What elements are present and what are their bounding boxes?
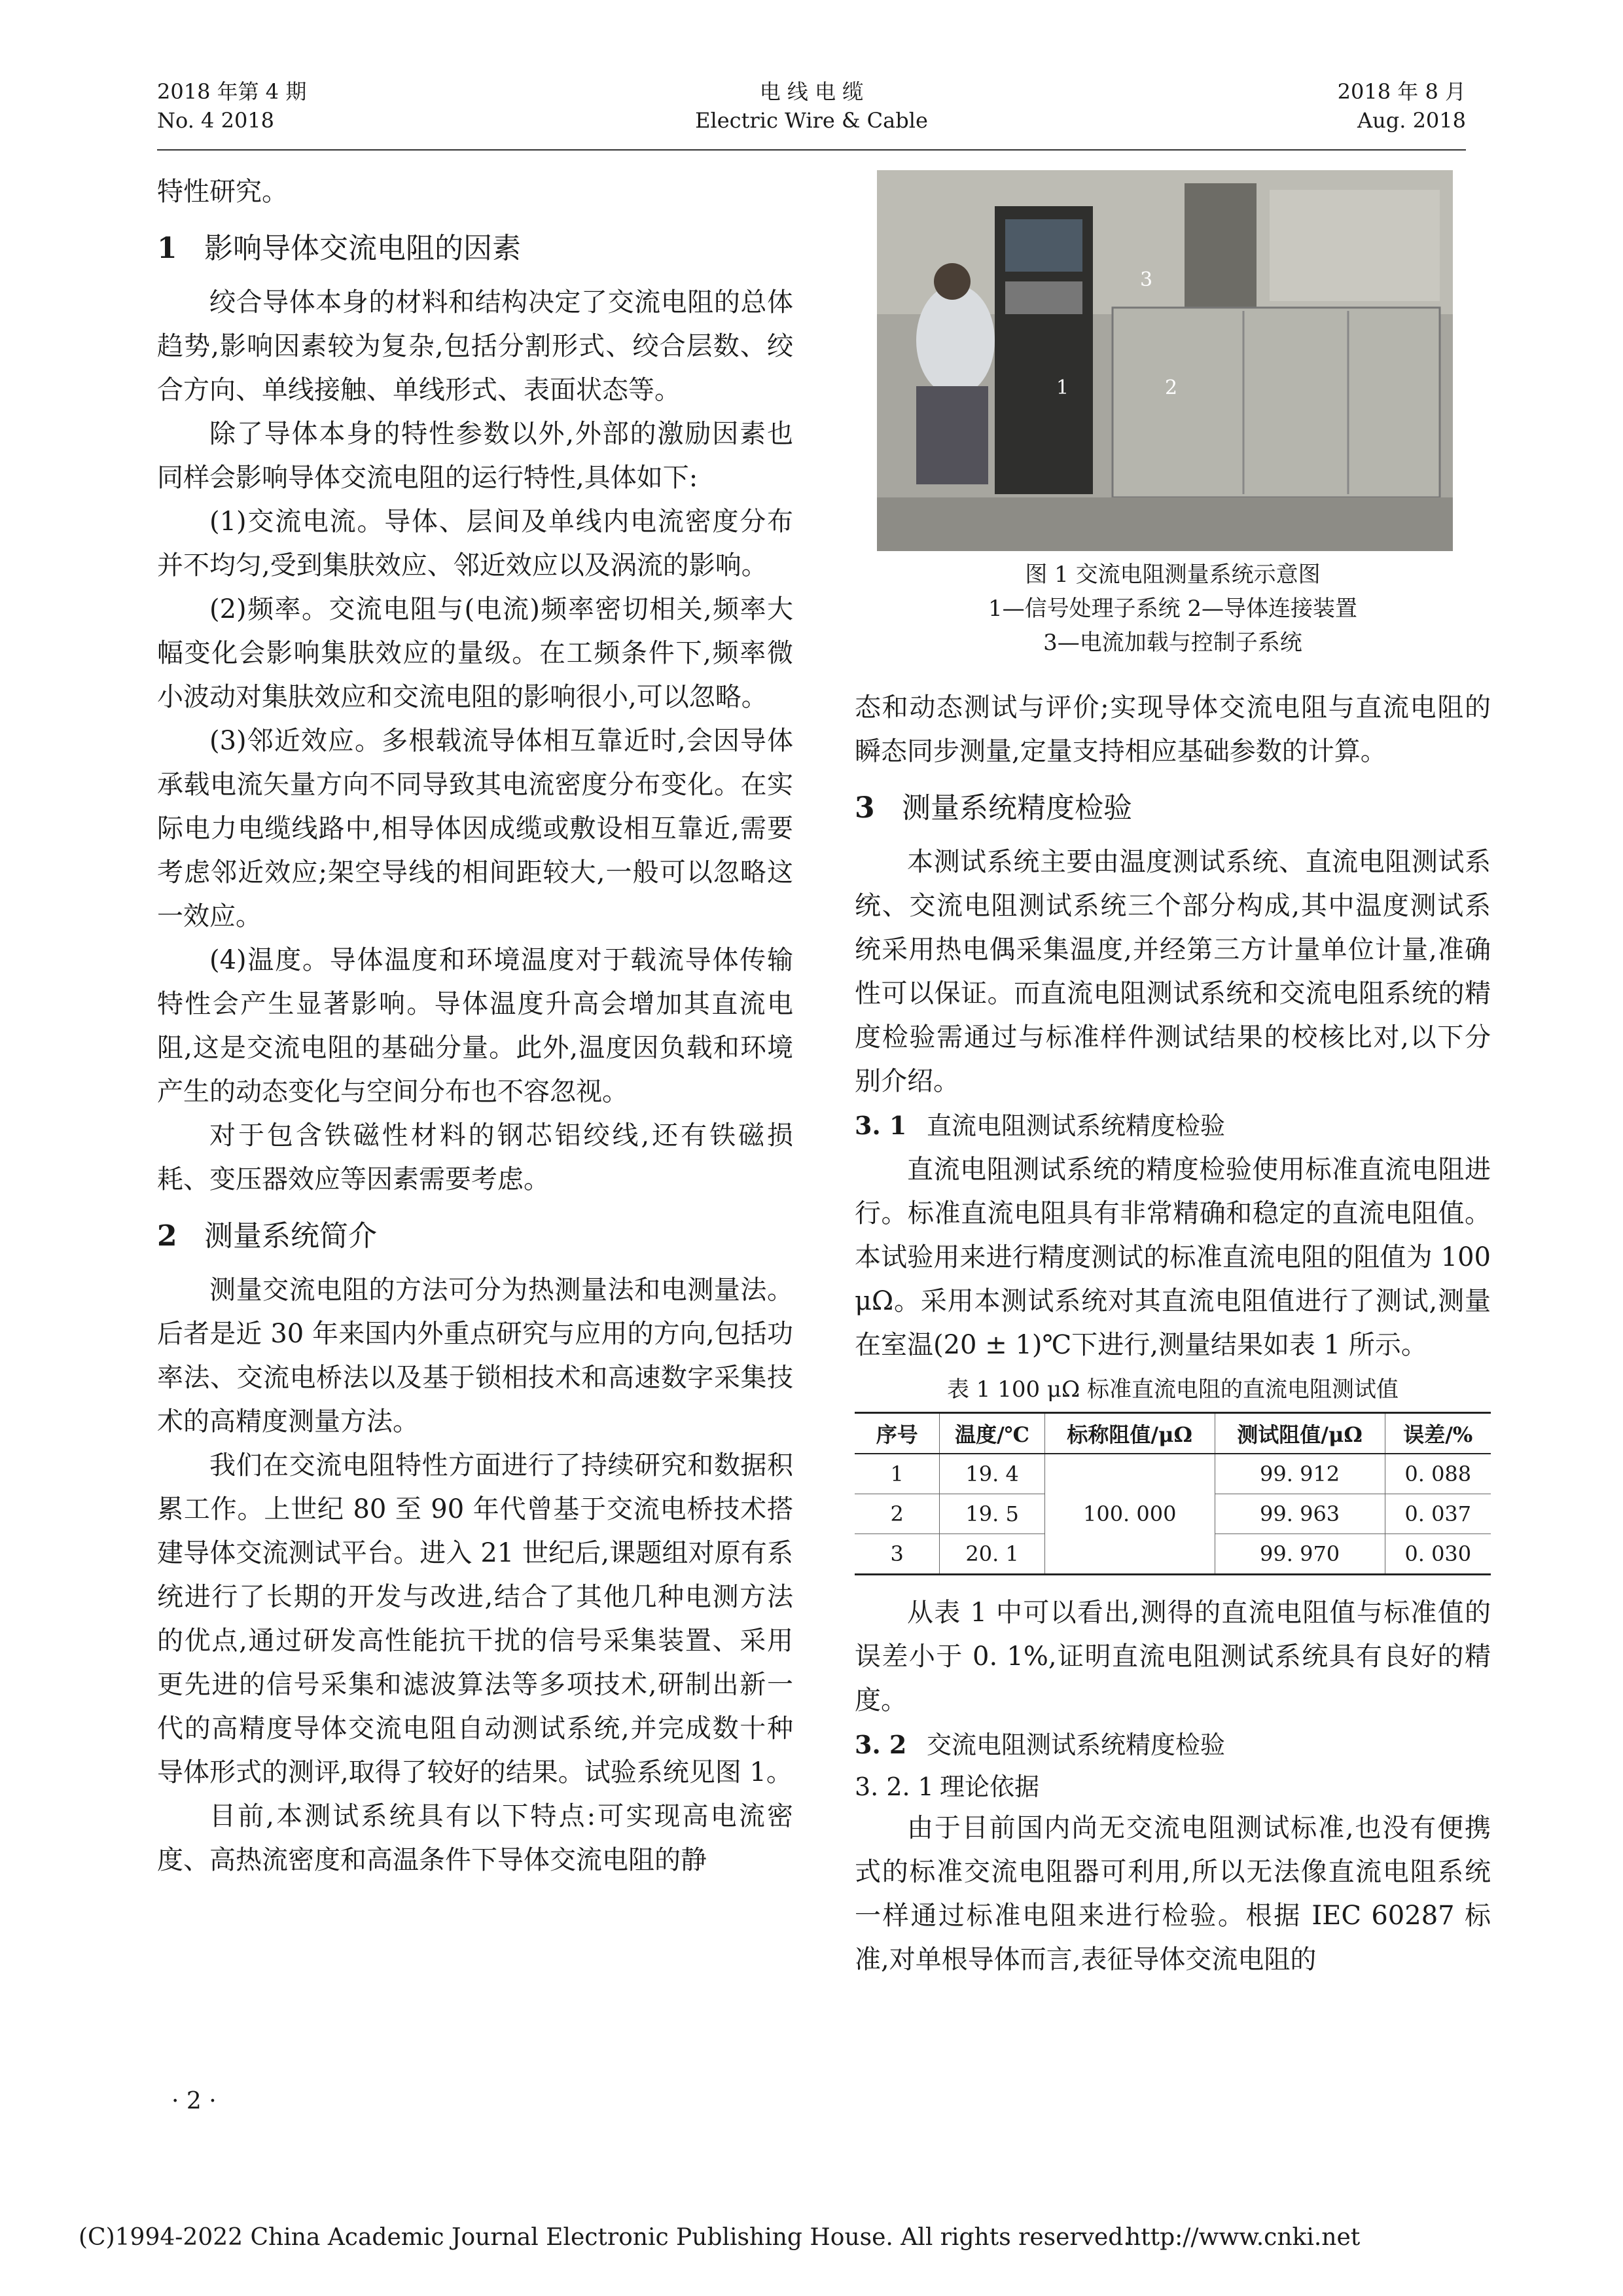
table-cell: 2 — [890, 1501, 904, 1526]
paragraph: 由于目前国内尚无交流电阻测试标准,也没有便携式的标准交流电阻器可利用,所以无法像直流电阻系统一样通过标准电阻来进行检验。根据 IEC 60287 标准,对单根导体而言,表征导体交流电阻的 — [855, 1813, 1491, 1975]
paragraph: (2)频率。交流电阻与(电流)频率密切相关,频率大幅变化会影响集肤效应的量级。在工频条件下,频率微小波动对集肤效应和交流电阻的影响很小,可以忽略。 — [157, 594, 793, 712]
table-header-cell: 标称阻值/μΩ — [1044, 1413, 1215, 1454]
table-cell: 99. 970 — [1215, 1534, 1385, 1575]
figure-photo-illustration — [877, 170, 1453, 551]
paragraph: (3)邻近效应。多根载流导体相互靠近时,会因导体承载电流矢量方向不同导致其电流密度分布变化。在实际电力电缆线路中,相导体因成缆或敷设相互靠近,需要考虑邻近效应;架空导线的相间距较大,一般可以忽略这一效应。 — [157, 726, 793, 931]
paragraph: (4)温度。导体温度和环境温度对于载流导体传输特性会产生显著影响。导体温度升高会增加其直流电阻,这是交流电阻的基础分量。此外,温度因负载和环境产生的动态变化与空间分布也不容忽视。 — [157, 945, 793, 1107]
header-issue-cn: 2018 年第 4 期 — [157, 79, 307, 104]
figure-label-2: 2 — [1165, 376, 1178, 399]
paragraph: 绞合导体本身的材料和结构决定了交流电阻的总体趋势,影响因素较为复杂,包括分割形式、绞合层数、绞合方向、单线接触、单线形式、表面状态等。 — [157, 287, 793, 405]
left-column — [157, 170, 793, 1882]
header-rule — [157, 149, 1466, 151]
table-row — [855, 1454, 1491, 1494]
header-journal-en: Electric Wire & Cable — [695, 108, 928, 133]
table-cell: 19. 5 — [940, 1494, 1044, 1534]
figure-photo — [877, 170, 1453, 551]
table-cell: 19. 4 — [940, 1454, 1044, 1494]
table-header-row — [855, 1413, 1491, 1454]
footer-copyright: (C)1994-2022 China Academic Journal Electronic Publishing House. All rights reserved. — [79, 2224, 1131, 2251]
paragraph: 本测试系统主要由温度测试系统、直流电阻测试系统、交流电阻测试系统三个部分构成,其中温度测试系统采用热电偶采集温度,并经第三方计量单位计量,准确性可以保证。而直流电阻测试系统和交流电阻系统的精度检验需通过与标准样件测试结果的校核比对,以下分别介绍。 — [855, 847, 1491, 1096]
figure-caption-title: 图 1 交流电阻测量系统示意图 — [1025, 562, 1321, 588]
table-cell: 0. 088 — [1385, 1454, 1491, 1494]
figure-label-1: 1 — [1056, 376, 1069, 399]
table-cell: 20. 1 — [940, 1534, 1044, 1575]
header-journal — [654, 77, 969, 135]
table-cell: 99. 912 — [1215, 1454, 1385, 1494]
subsection-heading-3-2: 3. 2 交流电阻测试系统精度检验 — [855, 1730, 1226, 1759]
table-header-cell: 序号 — [876, 1422, 918, 1447]
subsection-heading-3-1: 3. 1 直流电阻测试系统精度检验 — [855, 1111, 1226, 1140]
paragraph: 直流电阻测试系统的精度检验使用标准直流电阻进行。标准直流电阻具有非常精确和稳定的直流电阻值。本试验用来进行精度测试的标准直流电阻的阻值为 100 μΩ。采用本测试系统对其直流电阻值进行了测试,测量在室温(20 ± 1)℃下进行,测量结果如表 1 所示。 — [855, 1155, 1491, 1360]
table-cell: 99. 963 — [1215, 1494, 1385, 1534]
table-cell: 1 — [890, 1462, 904, 1486]
figure-caption-line: 3—电流加载与控制子系统 — [1043, 630, 1302, 656]
header-date-cn: 2018 年 8 月 — [1337, 79, 1466, 104]
table-header-cell: 误差/% — [1385, 1413, 1491, 1454]
paragraph: 目前,本测试系统具有以下特点:可实现高电流密度、高热流密度和高温条件下导体交流电阻的静 — [157, 1801, 793, 1875]
footer-url[interactable]: http://www.cnki.net — [1126, 2224, 1361, 2251]
figure-label-3: 3 — [1140, 268, 1153, 291]
subsubsection-heading-3-2-1: 3. 2. 1 理论依据 — [855, 1772, 1040, 1801]
paragraph: 从表 1 中可以看出,测得的直流电阻值与标准值的误差小于 0. 1%,证明直流电阻测试系统具有良好的精度。 — [855, 1598, 1491, 1715]
paragraph: 对于包含铁磁性材料的钢芯铝绞线,还有铁磁损耗、变压器效应等因素需要考虑。 — [157, 1121, 793, 1194]
paragraph: 除了导体本身的特性参数以外,外部的激励因素也同样会影响导体交流电阻的运行特性,具体如下: — [157, 419, 793, 493]
section-heading-2: 2 测量系统简介 — [157, 1219, 377, 1253]
paragraph: 特性研究。 — [157, 177, 288, 207]
paragraph: 我们在交流电阻特性方面进行了持续研究和数据积累工作。上世纪 80 至 90 年代曾基于交流电桥技术搭建导体交流测试平台。进入 21 世纪后,课题组对原有系统进行了长期的开发与改进,结合了其他几种电测方法的优点,通过研发高性能抗干扰的信号采集装置、采用更先进的信号采集和滤波算法等多项技术,研制出新一代的高精度导体交流电阻自动测试系统,并完成数十种导体形式的测评,取得了较好的结果。试验系统见图 1。 — [157, 1450, 793, 1787]
table-header-cell: 测试阻值/μΩ — [1215, 1413, 1385, 1454]
section-heading-1: 1 影响导体交流电阻的因素 — [157, 232, 521, 265]
header-date-en: Aug. 2018 — [1357, 108, 1466, 133]
right-column — [855, 170, 1491, 1982]
table-cell: 0. 037 — [1385, 1494, 1491, 1534]
table-cell: 3 — [890, 1541, 904, 1566]
header-journal-cn: 电 线 电 缆 — [759, 79, 864, 104]
page-number: · 2 · — [171, 2088, 217, 2115]
paragraph: 测量交流电阻的方法可分为热测量法和电测量法。后者是近 30 年来国内外重点研究与应用的方向,包括功率法、交流电桥法以及基于锁相技术和高速数字采集技术的高精度测量方法。 — [157, 1275, 793, 1437]
resistance-table — [855, 1412, 1491, 1575]
figure-caption-line: 1—信号处理子系统 2—导体连接装置 — [988, 596, 1358, 622]
table-header-cell: 温度/℃ — [940, 1413, 1044, 1454]
header-date — [1338, 77, 1466, 135]
table-cell-nominal: 100. 000 — [1044, 1454, 1215, 1575]
paragraph: (1)交流电流。导体、层间及单线内电流密度分布并不均匀,受到集肤效应、邻近效应以及涡流的影响。 — [157, 507, 793, 581]
header-issue-en: No. 4 2018 — [157, 108, 275, 133]
header-issue — [157, 77, 306, 135]
section-heading-3: 3 测量系统精度检验 — [855, 791, 1132, 825]
table-title: 表 1 100 μΩ 标准直流电阻的直流电阻测试值 — [946, 1376, 1399, 1403]
figure-caption — [855, 558, 1491, 660]
paragraph: 态和动态测试与评价;实现导体交流电阻与直流电阻的瞬态同步测量,定量支持相应基础参数的计算。 — [855, 692, 1491, 766]
table-cell: 0. 030 — [1385, 1534, 1491, 1575]
